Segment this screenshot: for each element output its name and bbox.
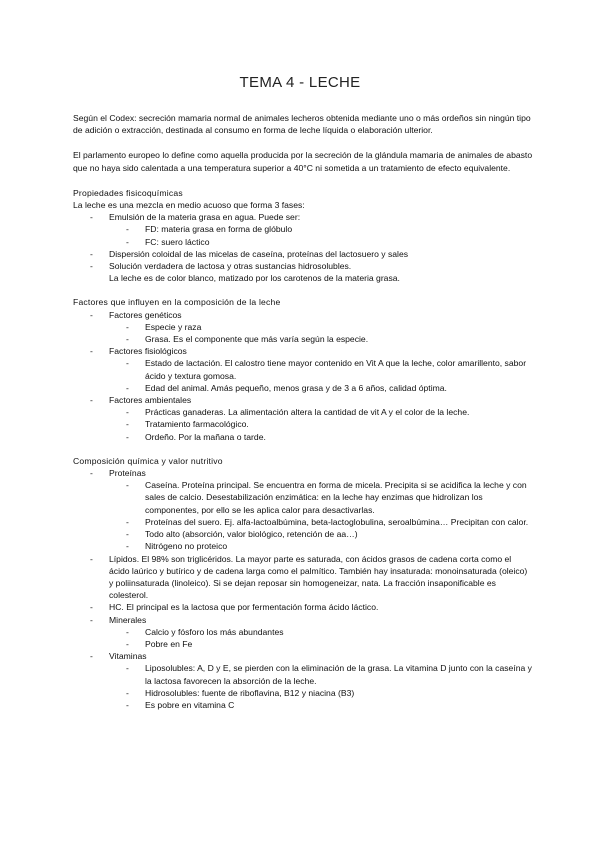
sub-list-item: - Es pobre en vitamina C — [109, 699, 533, 711]
sub-list-item: - Grasa. Es el componente que más varía según la especie. — [109, 333, 533, 345]
list-item — [73, 309, 533, 346]
list-item-text: Vitaminas — [109, 651, 147, 662]
sub-list-item: - Calcio y fósforo los más abundantes — [109, 626, 533, 638]
sub-list — [109, 321, 533, 345]
bullet-list — [73, 211, 533, 284]
sub-list — [109, 357, 533, 394]
sub-list — [109, 479, 533, 552]
paragraph-codex: Según el Codex: secreción mamaria normal de animales lecheros obtenida mediante uno o más ordeños sin ningún tipo de adición o extracción, destinada al consumo en forma de leche líquida o elaboración ulterior. — [73, 113, 531, 136]
sub-list-item: - Estado de lactación. El calostro tiene mayor contenido en Vit A que la leche, color amarillento, sabor ácido y textura gomosa. — [109, 357, 533, 381]
sub-list-item: - Caseína. Proteína principal. Se encuentra en forma de micela. Precipita si se acidifica la leche y con sales de calcio. Desestabilización enzimática: en la leche hay enzimas que hidrolizan los componentes, por ello se les aplica calor para desactivarlas. — [109, 479, 533, 516]
sub-list-item: - Todo alto (absorción, valor biológico, retención de aa…) — [109, 528, 533, 540]
section-properties — [73, 187, 533, 285]
list-item-text: Factores genéticos — [109, 309, 182, 320]
list-item — [73, 260, 533, 284]
list-item: - Dispersión coloidal de las micelas de caseína, proteínas del lactosuero y sales — [73, 248, 533, 260]
sub-list-item: - Nitrógeno no proteico — [109, 540, 533, 552]
list-item-text: Factores ambientales — [109, 395, 192, 406]
list-item: - HC. El principal es la lactosa que por fermentación forma ácido láctico. — [73, 601, 533, 613]
list-item — [73, 650, 533, 711]
list-item-note: La leche es de color blanco, matizado por los carotenos de la materia grasa. — [109, 273, 400, 284]
list-item-text: Emulsión de la materia grasa en agua. Puede ser: — [109, 212, 301, 223]
sub-list — [109, 626, 533, 650]
paragraph-eu: El parlamento europeo lo define como aquella producida por la secreción de la glándula mamaria de animales de abasto que no haya sido calentada a una temperatura superior a 40°C ni sometida a un tratamiento de efecto equivalente. — [73, 150, 533, 173]
sub-list-item: - Hidrosolubles: fuente de riboflavina, B12 y niacina (B3) — [109, 687, 533, 699]
document-body — [73, 112, 533, 723]
list-item — [73, 467, 533, 552]
sub-list-item: - FC: suero láctico — [109, 236, 533, 248]
sub-list-item: - Proteínas del suero. Ej. alfa-lactoalbúmina, beta-lactoglobulina, seroalbúmina… Precipitan con calor. — [109, 516, 533, 528]
sub-list-item: - FD: materia grasa en forma de glóbulo — [109, 223, 533, 235]
list-item-text: Proteínas — [109, 468, 146, 479]
sub-list-item: - Ordeño. Por la mañana o tarde. — [109, 431, 533, 443]
list-item — [73, 211, 533, 248]
bullet-list — [73, 467, 533, 711]
section-composition — [73, 455, 533, 711]
page-title: TEMA 4 - LECHE — [239, 74, 361, 91]
bullet-list — [73, 309, 533, 443]
section-intro: La leche es una mezcla en medio acuoso que forma 3 fases: — [73, 200, 305, 211]
section-heading: Composición química y valor nutritivo — [73, 455, 223, 466]
list-item — [73, 394, 533, 443]
sub-list — [109, 662, 533, 711]
sub-list — [109, 406, 533, 443]
list-item-text: Factores fisiológicos — [109, 346, 187, 357]
sub-list-item: - Pobre en Fe — [109, 638, 533, 650]
list-item-text: Solución verdadera de lactosa y otras sustancias hidrosolubles. — [109, 261, 352, 272]
list-item — [73, 345, 533, 394]
section-heading: Factores que influyen en la composición de la leche — [73, 297, 281, 308]
sub-list-item: - Prácticas ganaderas. La alimentación altera la cantidad de vit A y el color de la leche. — [109, 406, 533, 418]
list-item: - Lípidos. El 98% son triglicéridos. La mayor parte es saturada, con ácidos grasos de cadena corta como el ácido laúrico y butírico y de cadena larga como el palmítico. También hay insaturada: monoinsaturada (oleico) y poliinsaturada (linoleico). Si se dejan reposar sin homogeneizar, nata. La fracción insaponificable es colesterol. — [73, 553, 533, 602]
sub-list-item: - Liposolubles: A, D y E, se pierden con la eliminación de la grasa. La vitamina D junto con la caseína y la lactosa favorecen la absorción de la leche. — [109, 662, 533, 686]
section-heading: Propiedades fisicoquímicas — [73, 187, 183, 198]
sub-list-item: - Especie y raza — [109, 321, 533, 333]
section-factors — [73, 296, 533, 442]
list-item — [73, 614, 533, 651]
sub-list — [109, 223, 533, 247]
sub-list-item: - Edad del animal. Amás pequeño, menos grasa y de 3 a 6 años, calidad óptima. — [109, 382, 533, 394]
list-item-text: Minerales — [109, 614, 147, 625]
sub-list-item: - Tratamiento farmacológico. — [109, 418, 533, 430]
